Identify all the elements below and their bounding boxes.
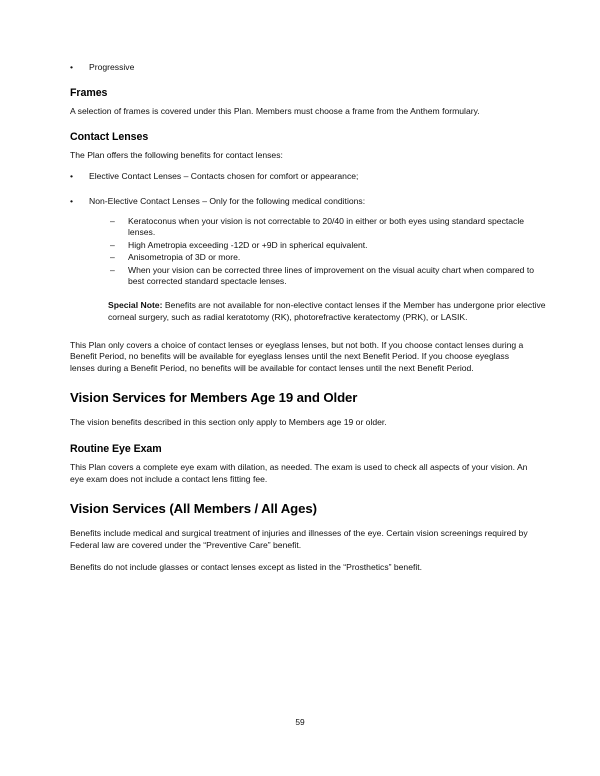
page-number: 59: [295, 717, 305, 727]
paragraph-contact-lenses-intro: The Plan offers the following benefits for contact lenses:: [70, 150, 283, 161]
paragraph-routine-eye-exam: This Plan covers a complete eye exam with dilation, as needed. The exam is used to check all aspects of your vision. An eye exam does not include a contact lens fitting fee.: [70, 461, 528, 484]
medical-conditions-list: [89, 216, 549, 287]
page-content: [70, 62, 546, 585]
special-note-label: Special Note:: [108, 300, 163, 311]
list-item-label: Keratoconus when your vision is not correctable to 20/40 in either or both eyes using standard spectacle lenses.: [128, 215, 525, 238]
list-item: [110, 240, 549, 251]
list-item-label: When your vision can be corrected three lines of improvement on the visual acuity chart when compared to best corrected standard spectacle lenses.: [128, 264, 535, 286]
spacer: [70, 328, 530, 340]
heading-vision-services-all-members: Vision Services (All Members / All Ages): [70, 501, 317, 517]
dash-icon: –: [110, 264, 115, 275]
list-item-label: Non-Elective Contact Lenses – Only for the following medical conditions:: [89, 196, 366, 207]
heading-frames: Frames: [70, 86, 108, 99]
list-item-label: Elective Contact Lenses – Contacts chosen for comfort or appearance;: [89, 170, 359, 181]
list-item: [70, 171, 530, 183]
heading-vision-services-19-older: Vision Services for Members Age 19 and Older: [70, 390, 358, 406]
paragraph-vision-all-members-1: Benefits include medical and surgical treatment of injuries and illnesses of the eye. Certain vision screenings required by Federal law are covered under the “Preventive Care” benefit.: [70, 528, 528, 550]
list-item-label: Progressive: [89, 62, 135, 72]
paragraph-frames: A selection of frames is covered under this Plan. Members must choose a frame from the Anthem formulary.: [70, 105, 480, 116]
list-item: [70, 196, 546, 323]
dash-icon: –: [110, 239, 115, 250]
dash-icon: –: [110, 215, 115, 226]
bullet-icon: •: [70, 170, 74, 181]
paragraph-vision-all-members-2: Benefits do not include glasses or contact lenses except as listed in the “Prosthetics” benefit.: [70, 562, 423, 573]
list-item-label: Anisometropia of 3D or more.: [128, 252, 241, 263]
continued-bullet-list: [70, 62, 530, 74]
special-note-text: Benefits are not available for non-elective contact lenses if the Member has undergone prior elective corneal surgery, such as radial keratotomy (RK), photorefractive keratectomy (PRK), or LASIK.: [108, 300, 546, 322]
bullet-icon: •: [70, 62, 74, 72]
dash-icon: –: [110, 252, 115, 263]
special-note-block: [108, 300, 549, 323]
paragraph-contact-lenses-closing: This Plan only covers a choice of contact lenses or eyeglass lenses, but not both. If you choose contact lenses during a Benefit Period, no benefits will be available for eyeglass lenses until the next Benefit Period. If you choose eyeglass lenses during a Benefit Period, no benefits will be available for contact lenses until the next Benefit Period.: [70, 339, 524, 373]
paragraph-vision-services-19-older: The vision benefits described in this section only apply to Members age 19 or older.: [70, 417, 387, 428]
list-item: [110, 252, 549, 263]
heading-contact-lenses: Contact Lenses: [70, 131, 149, 144]
list-item: [110, 265, 549, 288]
list-item: [110, 216, 549, 239]
list-item: [70, 62, 530, 74]
contact-lenses-bullet-list: [70, 170, 546, 324]
bullet-icon: •: [70, 196, 74, 207]
list-item-label: High Ametropia exceeding -12D or +9D in spherical equivalent.: [128, 239, 368, 250]
heading-routine-eye-exam: Routine Eye Exam: [70, 442, 162, 455]
